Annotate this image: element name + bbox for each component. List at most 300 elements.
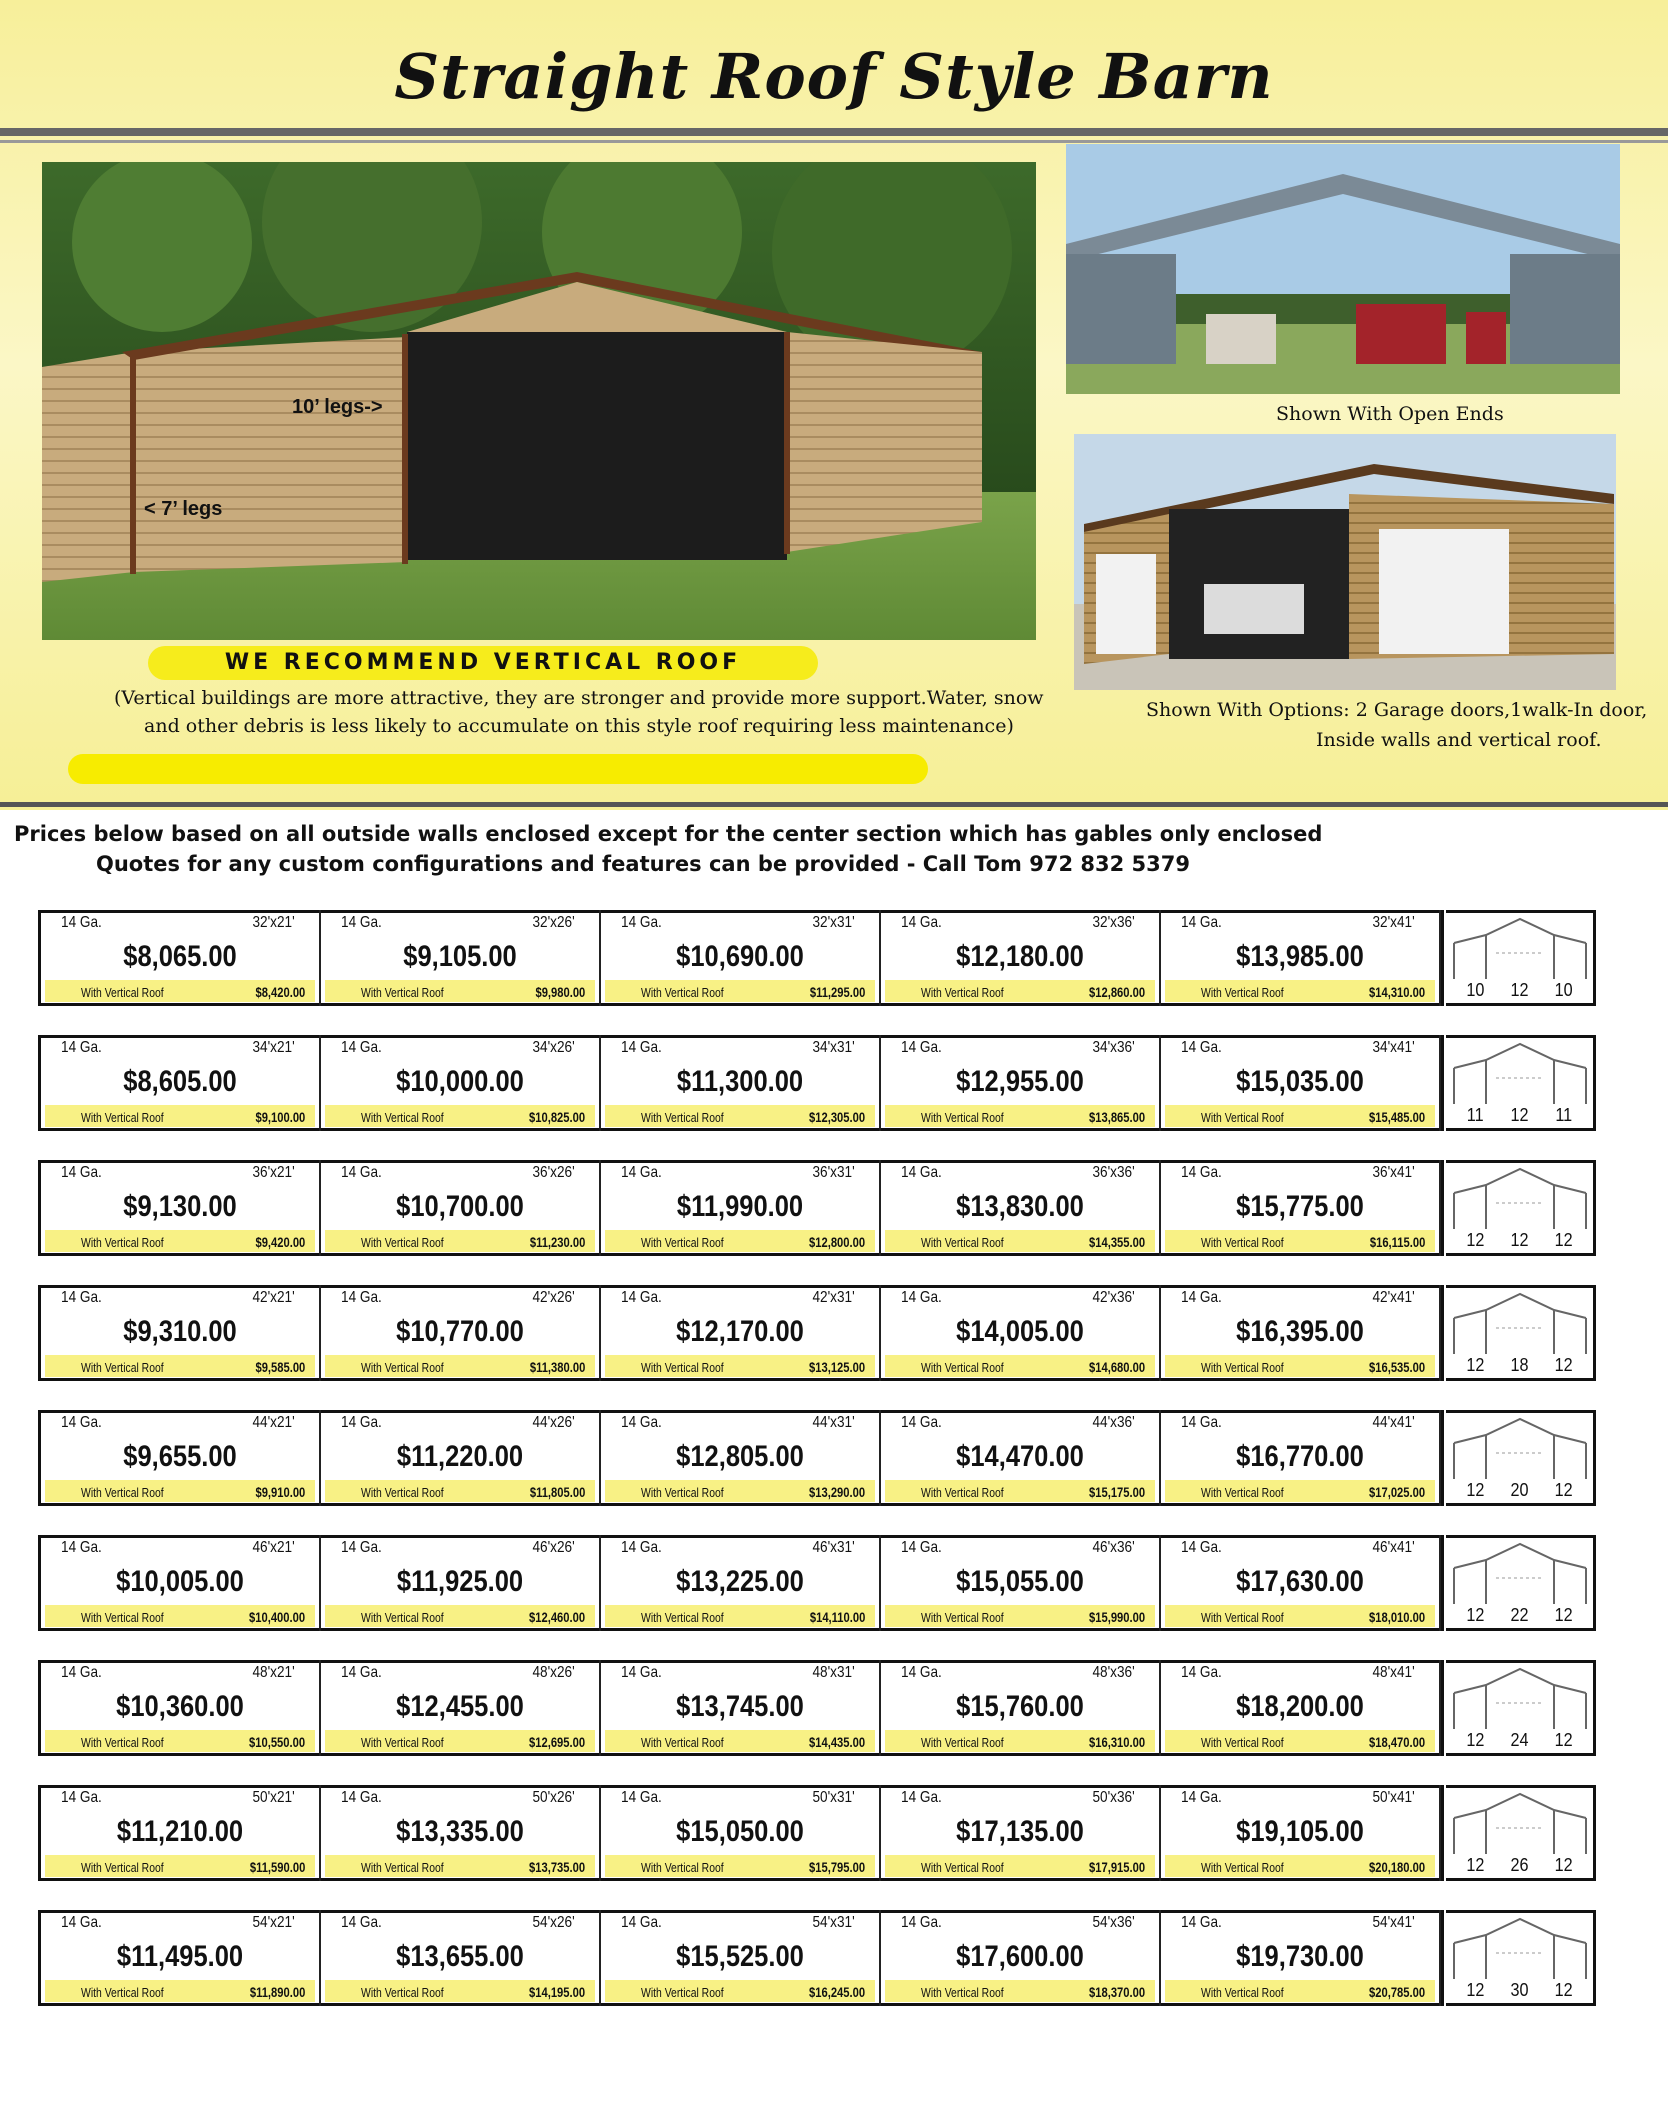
size-label: 36'x21' [252,1164,295,1181]
size-label: 46'x31' [812,1539,855,1556]
gauge-label: 14 Ga. [61,1414,102,1431]
price-cell [601,1660,881,1756]
vertical-roof-price: $16,310.00 [1088,1734,1145,1750]
base-price: $15,035.00 [1236,1065,1364,1098]
price-cell [1161,1160,1441,1256]
left-width: 12 [1466,1730,1485,1750]
barn-profile-icon [1446,1663,1593,1733]
vertical-roof-price: $11,295.00 [809,984,865,1000]
gauge-label: 14 Ga. [61,1664,102,1681]
center-width: 30 [1510,1980,1529,2000]
size-label: 48'x21' [252,1664,295,1681]
barn-profile-diagram [1446,1660,1596,1756]
left-width: 12 [1466,1480,1485,1500]
right-width: 12 [1554,1355,1573,1375]
vertical-roof-price: $11,380.00 [529,1359,585,1375]
vertical-roof-label: With Vertical Roof [641,1360,724,1375]
center-width: 26 [1510,1855,1529,1875]
gauge-label: 14 Ga. [1181,1414,1222,1431]
base-price: $18,200.00 [1236,1690,1364,1723]
size-label: 42'x21' [252,1289,295,1306]
divider [0,140,1668,143]
vertical-roof-label: With Vertical Roof [81,1360,164,1375]
price-cell [321,1660,601,1756]
base-price: $13,225.00 [676,1565,804,1598]
gauge-label: 14 Ga. [61,1164,102,1181]
size-label: 32'x41' [1372,914,1415,931]
open-ends-caption: Shown With Open Ends [1276,403,1504,425]
vertical-roof-label: With Vertical Roof [1201,1985,1284,2000]
base-price: $10,700.00 [396,1190,524,1223]
barn-profile-diagram [1446,1285,1596,1381]
pricing-note: Prices below based on all outside walls enclosed except for the center section which has gables only enclosed [14,822,1323,846]
vertical-roof-label: With Vertical Roof [921,985,1004,1000]
gauge-label: 14 Ga. [621,1289,662,1306]
price-cell [1161,1660,1441,1756]
vertical-roof-price: $14,435.00 [808,1734,865,1750]
price-cell [41,1785,321,1881]
gauge-label: 14 Ga. [621,1664,662,1681]
base-price: $16,395.00 [1236,1315,1364,1348]
vertical-roof-price: $17,915.00 [1088,1859,1145,1875]
vertical-roof-price: $15,485.00 [1368,1109,1425,1125]
price-cell [1161,1535,1441,1631]
price-row [38,1160,1596,1256]
vertical-roof-label: With Vertical Roof [921,1985,1004,2000]
size-label: 44'x26' [532,1414,575,1431]
size-label: 44'x36' [1092,1414,1135,1431]
right-width: 12 [1554,1480,1573,1500]
price-cell [321,1160,601,1256]
gauge-label: 14 Ga. [1181,1539,1222,1556]
base-price: $19,105.00 [1236,1815,1364,1848]
price-cell [321,1535,601,1631]
base-price: $9,655.00 [123,1440,237,1473]
price-cell [41,1535,321,1631]
left-width: 12 [1466,1980,1485,2000]
vertical-roof-label: With Vertical Roof [641,1985,724,2000]
size-label: 44'x21' [252,1414,295,1431]
price-row [38,1910,1596,2006]
legs-10-label: 10’ legs-> [292,396,383,418]
vertical-roof-label: With Vertical Roof [81,985,164,1000]
gauge-label: 14 Ga. [1181,1914,1222,1931]
vertical-roof-price: $12,460.00 [528,1609,585,1625]
vertical-roof-label: With Vertical Roof [641,1110,724,1125]
base-price: $15,760.00 [956,1690,1084,1723]
gauge-label: 14 Ga. [61,1289,102,1306]
vertical-roof-label: With Vertical Roof [81,1735,164,1750]
gauge-label: 14 Ga. [61,1539,102,1556]
vertical-roof-price: $15,990.00 [1088,1609,1145,1625]
size-label: 50'x31' [812,1789,855,1806]
price-cell [881,1535,1161,1631]
vertical-roof-label: With Vertical Roof [361,1360,444,1375]
price-cell [321,1410,601,1506]
vertical-roof-label: With Vertical Roof [921,1860,1004,1875]
gauge-label: 14 Ga. [621,1414,662,1431]
base-price: $14,005.00 [956,1315,1084,1348]
vertical-roof-price: $9,910.00 [255,1484,305,1500]
price-cell [1161,1910,1441,2006]
price-cell [1161,1410,1441,1506]
vertical-roof-price: $11,805.00 [529,1484,585,1500]
price-row [38,1285,1596,1381]
barn-profile-icon [1446,1038,1593,1108]
base-price: $15,055.00 [956,1565,1084,1598]
size-label: 54'x36' [1092,1914,1135,1931]
base-price: $16,770.00 [1236,1440,1364,1473]
right-width: 12 [1554,1980,1573,2000]
gauge-label: 14 Ga. [341,914,382,931]
gauge-label: 14 Ga. [1181,1789,1222,1806]
vertical-roof-label: With Vertical Roof [921,1735,1004,1750]
divider [0,128,1668,136]
gauge-label: 14 Ga. [61,1039,102,1056]
gauge-label: 14 Ga. [341,1164,382,1181]
vertical-roof-price: $12,800.00 [808,1234,865,1250]
vertical-roof-price: $8,420.00 [255,984,305,1000]
base-price: $13,745.00 [676,1690,804,1723]
vertical-roof-label: With Vertical Roof [1201,1735,1284,1750]
vertical-roof-label: With Vertical Roof [361,1610,444,1625]
vertical-roof-label: With Vertical Roof [81,1985,164,2000]
size-label: 36'x26' [532,1164,575,1181]
gauge-label: 14 Ga. [61,1914,102,1931]
vertical-roof-price: $12,860.00 [1088,984,1145,1000]
gauge-label: 14 Ga. [901,1664,942,1681]
vertical-roof-label: With Vertical Roof [921,1610,1004,1625]
size-label: 36'x31' [812,1164,855,1181]
gauge-label: 14 Ga. [341,1039,382,1056]
right-width: 12 [1554,1730,1573,1750]
options-caption-line-2: Inside walls and vertical roof. [1316,729,1602,751]
gauge-label: 14 Ga. [1181,1289,1222,1306]
gauge-label: 14 Ga. [61,1789,102,1806]
barn-profile-icon [1446,913,1593,983]
vertical-roof-label: With Vertical Roof [641,1235,724,1250]
price-cell [41,1285,321,1381]
barn-profile-diagram [1446,1910,1596,2006]
vertical-roof-label: With Vertical Roof [81,1485,164,1500]
right-width: 10 [1554,980,1573,1000]
base-price: $12,955.00 [956,1065,1084,1098]
base-price: $10,690.00 [676,940,804,973]
size-label: 32'x26' [532,914,575,931]
vertical-roof-label: With Vertical Roof [1201,1110,1284,1125]
base-price: $11,210.00 [116,1815,244,1848]
vertical-roof-price: $14,110.00 [809,1609,865,1625]
left-width: 12 [1466,1605,1485,1625]
vertical-roof-price: $16,115.00 [1369,1234,1425,1250]
left-width: 12 [1466,1230,1485,1250]
base-price: $12,180.00 [956,940,1084,973]
vertical-roof-price: $9,585.00 [255,1359,305,1375]
price-row [38,1535,1596,1631]
vertical-roof-label: With Vertical Roof [361,1110,444,1125]
vertical-roof-label: With Vertical Roof [921,1235,1004,1250]
price-row [38,910,1596,1006]
vertical-roof-price: $11,890.00 [249,1984,305,2000]
price-cell [601,1160,881,1256]
price-cell [321,1285,601,1381]
gauge-label: 14 Ga. [1181,1664,1222,1681]
base-price: $14,470.00 [956,1440,1084,1473]
main-barn-photo [42,162,1036,640]
vertical-roof-label: With Vertical Roof [641,985,724,1000]
barn-profile-diagram [1446,1410,1596,1506]
price-cell [321,1785,601,1881]
divider [0,802,1668,807]
vertical-roof-price: $15,795.00 [808,1859,865,1875]
barn-profile-diagram [1446,1160,1596,1256]
base-price: $13,335.00 [396,1815,524,1848]
gauge-label: 14 Ga. [901,1914,942,1931]
base-price: $11,220.00 [396,1440,524,1473]
vertical-roof-label: With Vertical Roof [361,1985,444,2000]
price-cell [601,910,881,1006]
price-cell [41,1660,321,1756]
barn-profile-diagram [1446,1535,1596,1631]
price-row [38,1035,1596,1131]
vertical-roof-label: With Vertical Roof [641,1735,724,1750]
base-price: $11,990.00 [676,1190,804,1223]
price-cell [881,1160,1161,1256]
vertical-roof-price: $18,370.00 [1088,1984,1145,2000]
gauge-label: 14 Ga. [621,1164,662,1181]
vertical-roof-price: $14,680.00 [1088,1359,1145,1375]
base-price: $12,805.00 [676,1440,804,1473]
base-price: $11,495.00 [116,1940,244,1973]
vertical-roof-label: With Vertical Roof [1201,1860,1284,1875]
center-width: 12 [1510,980,1529,1000]
size-label: 54'x26' [532,1914,575,1931]
gauge-label: 14 Ga. [901,1164,942,1181]
size-label: 42'x36' [1092,1289,1135,1306]
vertical-roof-price: $14,355.00 [1088,1234,1145,1250]
price-cell [41,910,321,1006]
vertical-roof-price: $10,825.00 [528,1109,585,1125]
recommend-note-line-1: (Vertical buildings are more attractive, they are stronger and provide more support.Water, snow [114,687,1044,709]
recommend-note-line-2: and other debris is less likely to accumulate on this style roof requiring less maintenance) [144,715,1014,737]
vertical-roof-label: With Vertical Roof [361,985,444,1000]
vertical-roof-price: $9,420.00 [255,1234,305,1250]
barn-profile-icon [1446,1288,1593,1358]
quote-note: Quotes for any custom configurations and features can be provided - Call Tom 972 832 5379 [96,852,1190,876]
size-label: 46'x21' [252,1539,295,1556]
gauge-label: 14 Ga. [1181,1039,1222,1056]
price-row [38,1410,1596,1506]
vertical-roof-price: $16,535.00 [1368,1359,1425,1375]
vertical-roof-label: With Vertical Roof [921,1110,1004,1125]
vertical-roof-label: With Vertical Roof [361,1735,444,1750]
header-banner [0,0,1668,810]
size-label: 50'x36' [1092,1789,1135,1806]
vertical-roof-price: $20,785.00 [1368,1984,1425,2000]
vertical-roof-price: $11,590.00 [249,1859,305,1875]
vertical-roof-price: $11,230.00 [529,1234,585,1250]
price-row [38,1785,1596,1881]
price-cell [1161,910,1441,1006]
vertical-roof-label: With Vertical Roof [921,1360,1004,1375]
price-cell [601,1535,881,1631]
vertical-roof-label: With Vertical Roof [361,1485,444,1500]
vertical-roof-label: With Vertical Roof [81,1110,164,1125]
price-cell [41,1160,321,1256]
vertical-roof-price: $15,175.00 [1088,1484,1145,1500]
gauge-label: 14 Ga. [341,1414,382,1431]
price-cell [881,1660,1161,1756]
left-width: 11 [1466,1105,1484,1125]
price-cell [41,1910,321,2006]
barn-profile-icon [1446,1413,1593,1483]
gauge-label: 14 Ga. [1181,914,1222,931]
barn-profile-icon [1446,1538,1593,1608]
vertical-roof-price: $16,245.00 [808,1984,865,2000]
barn-profile-icon [1446,1913,1593,1983]
price-cell [601,1785,881,1881]
size-label: 48'x26' [532,1664,575,1681]
gauge-label: 14 Ga. [341,1914,382,1931]
vertical-roof-price: $12,695.00 [528,1734,585,1750]
vertical-roof-price: $20,180.00 [1368,1859,1425,1875]
vertical-roof-label: With Vertical Roof [1201,1485,1284,1500]
size-label: 54'x41' [1372,1914,1415,1931]
price-cell [881,910,1161,1006]
base-price: $13,655.00 [396,1940,524,1973]
right-width: 12 [1554,1605,1573,1625]
base-price: $10,005.00 [116,1565,244,1598]
base-price: $19,730.00 [1236,1940,1364,1973]
barn-profile-diagram [1446,910,1596,1006]
vertical-roof-price: $12,305.00 [808,1109,865,1125]
base-price: $9,310.00 [123,1315,237,1348]
price-cell [881,1035,1161,1131]
base-price: $9,130.00 [123,1190,237,1223]
size-label: 50'x26' [532,1789,575,1806]
gauge-label: 14 Ga. [1181,1164,1222,1181]
barn-profile-icon [1446,1788,1593,1858]
size-label: 48'x36' [1092,1664,1135,1681]
base-price: $13,985.00 [1236,940,1364,973]
price-cell [881,1410,1161,1506]
price-cell [321,910,601,1006]
center-width: 18 [1510,1355,1529,1375]
gauge-label: 14 Ga. [901,1789,942,1806]
center-width: 22 [1510,1605,1529,1625]
size-label: 42'x26' [532,1289,575,1306]
size-label: 50'x41' [1372,1789,1415,1806]
base-price: $10,770.00 [396,1315,524,1348]
vertical-roof-price: $14,195.00 [528,1984,585,2000]
vertical-roof-price: $13,125.00 [808,1359,865,1375]
gauge-label: 14 Ga. [901,1414,942,1431]
base-price: $17,630.00 [1236,1565,1364,1598]
open-ends-photo [1066,144,1620,394]
price-cell [601,1910,881,2006]
vertical-roof-label: With Vertical Roof [641,1860,724,1875]
vertical-roof-label: With Vertical Roof [1201,1235,1284,1250]
base-price: $15,050.00 [676,1815,804,1848]
gauge-label: 14 Ga. [901,914,942,931]
size-label: 48'x31' [812,1664,855,1681]
legs-7-label: < 7’ legs [144,498,223,520]
gauge-label: 14 Ga. [61,914,102,931]
price-cell [881,1285,1161,1381]
vertical-roof-price: $10,550.00 [248,1734,305,1750]
base-price: $10,360.00 [116,1690,244,1723]
highlight-bar [68,754,928,784]
base-price: $17,600.00 [956,1940,1084,1973]
base-price: $8,605.00 [123,1065,237,1098]
gauge-label: 14 Ga. [621,1914,662,1931]
page-title: Straight Roof Style Barn [394,40,1274,113]
size-label: 34'x31' [812,1039,855,1056]
vertical-roof-label: With Vertical Roof [81,1610,164,1625]
options-photo [1074,434,1616,690]
gauge-label: 14 Ga. [901,1539,942,1556]
price-cell [881,1910,1161,2006]
base-price: $13,830.00 [956,1190,1084,1223]
center-width: 12 [1510,1230,1529,1250]
size-label: 32'x21' [252,914,295,931]
vertical-roof-label: With Vertical Roof [81,1860,164,1875]
base-price: $17,135.00 [956,1815,1084,1848]
gauge-label: 14 Ga. [621,1039,662,1056]
price-cell [321,1035,601,1131]
size-label: 42'x31' [812,1289,855,1306]
vertical-roof-price: $13,735.00 [528,1859,585,1875]
base-price: $12,455.00 [396,1690,524,1723]
price-cell [1161,1035,1441,1131]
left-width: 10 [1466,980,1485,1000]
center-width: 20 [1510,1480,1529,1500]
vertical-roof-label: With Vertical Roof [81,1235,164,1250]
vertical-roof-price: $9,980.00 [535,984,585,1000]
size-label: 46'x36' [1092,1539,1135,1556]
vertical-roof-price: $10,400.00 [248,1609,305,1625]
gauge-label: 14 Ga. [901,1289,942,1306]
recommend-badge: WE RECOMMEND VERTICAL ROOF [148,646,818,680]
vertical-roof-price: $9,100.00 [255,1109,305,1125]
gauge-label: 14 Ga. [341,1789,382,1806]
base-price: $8,065.00 [123,940,237,973]
vertical-roof-label: With Vertical Roof [921,1485,1004,1500]
size-label: 54'x21' [252,1914,295,1931]
price-cell [41,1035,321,1131]
size-label: 36'x36' [1092,1164,1135,1181]
gauge-label: 14 Ga. [621,914,662,931]
price-cell [41,1410,321,1506]
barn-profile-diagram [1446,1035,1596,1131]
size-label: 46'x26' [532,1539,575,1556]
price-cell [601,1285,881,1381]
center-width: 12 [1510,1105,1529,1125]
size-label: 54'x31' [812,1914,855,1931]
base-price: $9,105.00 [403,940,517,973]
price-cell [881,1785,1161,1881]
price-cell [601,1410,881,1506]
price-cell [1161,1785,1441,1881]
vertical-roof-label: With Vertical Roof [361,1860,444,1875]
size-label: 34'x36' [1092,1039,1135,1056]
vertical-roof-price: $14,310.00 [1368,984,1425,1000]
size-label: 34'x26' [532,1039,575,1056]
center-width: 24 [1510,1730,1529,1750]
size-label: 34'x41' [1372,1039,1415,1056]
vertical-roof-label: With Vertical Roof [361,1235,444,1250]
vertical-roof-label: With Vertical Roof [641,1610,724,1625]
